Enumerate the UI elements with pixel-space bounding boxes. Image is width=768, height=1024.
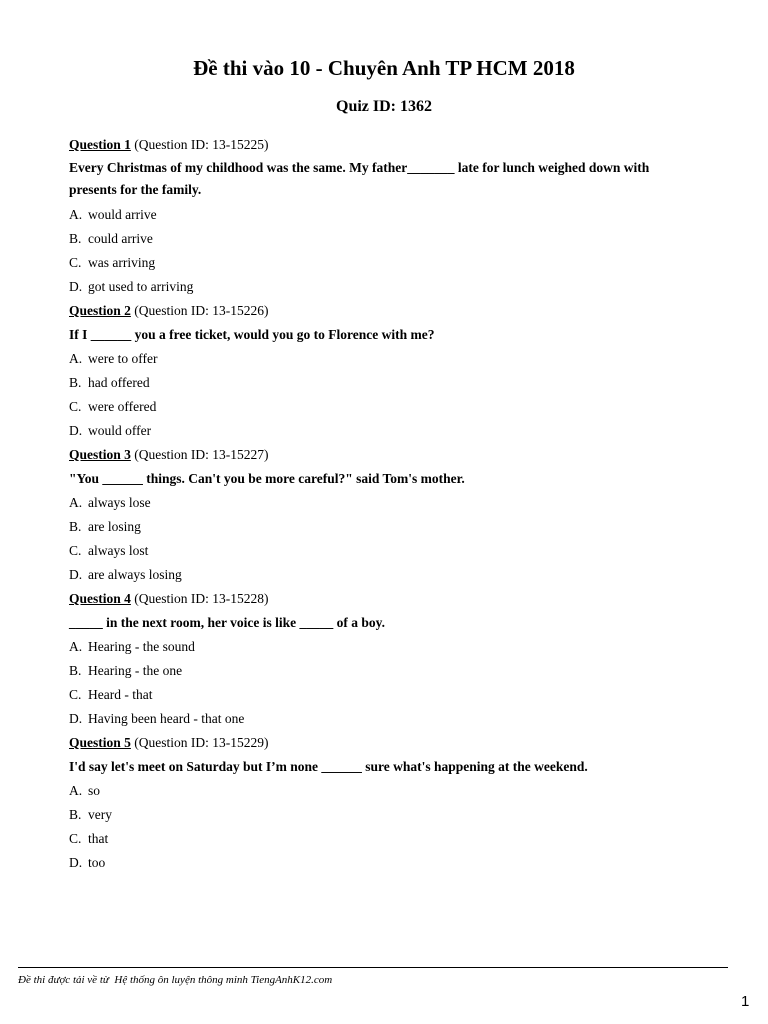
quiz-id: Quiz ID: 1362 — [336, 98, 432, 115]
question-label: Question 5 — [69, 735, 131, 750]
option-text: are losing — [88, 519, 141, 534]
option-b — [69, 515, 689, 539]
option-b — [69, 659, 689, 683]
question-text: Every Christmas of my childhood was the same. My father_______ late for lunch weighed down with presents for the family. — [69, 160, 650, 197]
option-b — [69, 371, 689, 395]
option-letter: C. — [69, 831, 82, 846]
option-text: had offered — [88, 375, 150, 390]
option-letter: D. — [69, 423, 83, 438]
question-header — [69, 731, 689, 755]
option-letter: D. — [69, 711, 83, 726]
option-c — [69, 395, 689, 419]
document-title: Đề thi vào 10 - Chuyên Anh TP HCM 2018 — [193, 56, 575, 80]
option-a — [69, 779, 689, 803]
option-text: so — [88, 783, 101, 798]
option-text: were offered — [88, 399, 157, 414]
question-label: Question 2 — [69, 303, 131, 318]
option-letter: A. — [69, 783, 83, 798]
option-text: always lose — [88, 495, 151, 510]
option-text: too — [88, 855, 106, 870]
option-c — [69, 827, 689, 851]
option-text: Hearing - the sound — [88, 639, 195, 654]
question-text: _____ in the next room, her voice is like _____ of a boy. — [69, 615, 385, 630]
question-label: Question 3 — [69, 447, 131, 462]
option-b — [69, 803, 689, 827]
question-header — [69, 133, 689, 157]
option-d — [69, 275, 689, 299]
question-header — [69, 299, 689, 323]
option-c — [69, 539, 689, 563]
option-text: that — [88, 831, 109, 846]
question-id: (Question ID: 13-15226) — [130, 303, 269, 318]
option-a — [69, 203, 689, 227]
option-letter: B. — [69, 231, 82, 246]
option-text: very — [88, 807, 112, 822]
option-d — [69, 851, 689, 875]
option-letter: B. — [69, 807, 82, 822]
question-text: "You ______ things. Can't you be more careful?" said Tom's mother. — [69, 471, 465, 486]
question-label: Question 1 — [69, 137, 131, 152]
option-text: Hearing - the one — [88, 663, 183, 678]
option-letter: C. — [69, 399, 82, 414]
option-text: are always losing — [88, 567, 182, 582]
question-3 — [69, 443, 689, 587]
question-label: Question 4 — [69, 591, 131, 606]
option-b — [69, 227, 689, 251]
option-d — [69, 563, 689, 587]
question-id: (Question ID: 13-15229) — [130, 735, 269, 750]
question-2 — [69, 299, 689, 443]
page-number: 1 — [741, 993, 750, 1010]
option-letter: A. — [69, 639, 83, 654]
question-id: (Question ID: 13-15228) — [130, 591, 269, 606]
option-text: always lost — [88, 543, 149, 558]
option-d — [69, 419, 689, 443]
option-text: got used to arriving — [88, 279, 194, 294]
option-c — [69, 683, 689, 707]
option-c — [69, 251, 689, 275]
question-id: (Question ID: 13-15227) — [130, 447, 269, 462]
option-letter: D. — [69, 855, 83, 870]
question-5 — [69, 731, 689, 875]
option-a — [69, 635, 689, 659]
option-letter: A. — [69, 495, 83, 510]
option-a — [69, 491, 689, 515]
option-text: Having been heard - that one — [88, 711, 245, 726]
question-text: If I ______ you a free ticket, would you go to Florence with me? — [69, 327, 435, 342]
option-letter: B. — [69, 663, 82, 678]
question-4 — [69, 587, 689, 731]
option-text: Heard - that — [88, 687, 153, 702]
question-id: (Question ID: 13-15225) — [130, 137, 269, 152]
option-text: were to offer — [88, 351, 158, 366]
footer-text: Đề thi được tải về từ Hệ thống ôn luyện thông minh TiengAnhK12.com — [18, 974, 333, 986]
question-header — [69, 587, 689, 611]
option-letter: C. — [69, 687, 82, 702]
option-text: could arrive — [88, 231, 153, 246]
option-letter: B. — [69, 519, 82, 534]
option-letter: C. — [69, 255, 82, 270]
option-letter: C. — [69, 543, 82, 558]
option-letter: A. — [69, 351, 83, 366]
question-header — [69, 443, 689, 467]
option-text: would offer — [88, 423, 152, 438]
option-d — [69, 707, 689, 731]
option-letter: B. — [69, 375, 82, 390]
option-letter: A. — [69, 207, 83, 222]
question-text: I'd say let's meet on Saturday but I’m none ______ sure what's happening at the weekend. — [69, 759, 588, 774]
option-a — [69, 347, 689, 371]
option-text: was arriving — [88, 255, 156, 270]
option-letter: D. — [69, 279, 83, 294]
option-text: would arrive — [88, 207, 157, 222]
question-list — [69, 133, 689, 875]
option-letter: D. — [69, 567, 83, 582]
footer-divider — [18, 967, 728, 968]
question-1 — [69, 133, 689, 299]
